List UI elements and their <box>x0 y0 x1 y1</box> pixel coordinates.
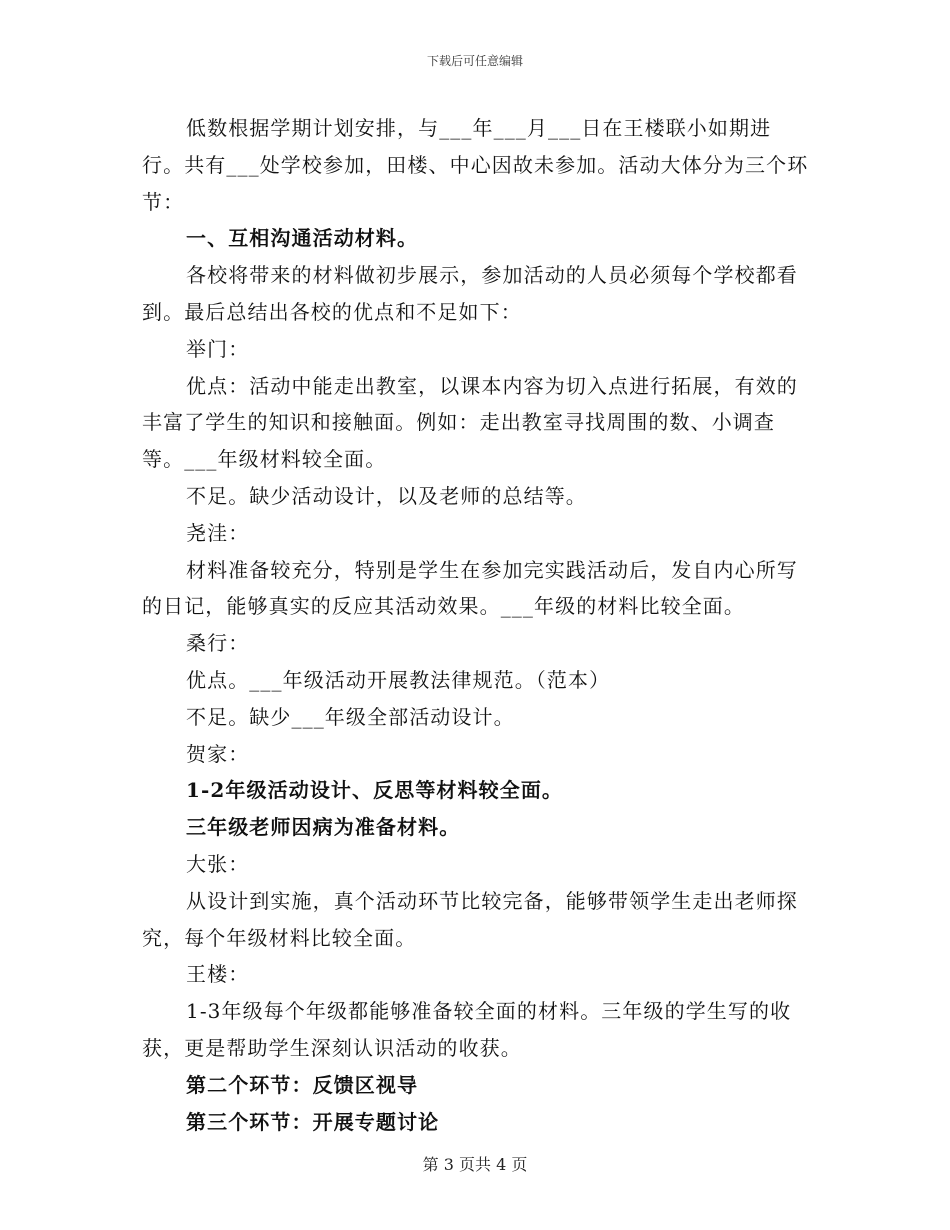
paragraph: 从设计到实施，真个活动环节比较完备，能够带领学生走出老师探究，每个年级材料比较全面。 <box>142 888 798 950</box>
school-label: 尧洼： <box>186 520 250 545</box>
section-heading: 第三个环节：开展专题讨论 <box>186 1109 440 1134</box>
paragraph: 优点：活动中能走出教室，以课本内容为切入点进行拓展，有效的丰富了学生的知识和接触面。例如：走出教室寻找周围的数、小调查等。___年级材料较全面。 <box>142 373 798 472</box>
school-label: 大张： <box>186 851 250 876</box>
paragraph: 材料准备较充分，特别是学生在参加完实践活动后，发自内心所写的日记，能够真实的反应其活动效果。___年级的材料比较全面。 <box>142 557 798 619</box>
school-label: 王楼： <box>186 962 250 987</box>
paragraph: 不足。缺少___年级全部活动设计。 <box>186 704 515 729</box>
section-heading: 一、互相沟通活动材料。 <box>186 226 419 251</box>
page-header: 下载后可任意编辑 <box>426 54 523 68</box>
paragraph: 各校将带来的材料做初步展示，参加活动的人员必须每个学校都看到。最后总结出各校的优点和不足如下： <box>142 263 798 324</box>
page-number: 第 3 页共 4 页 <box>422 1155 528 1174</box>
school-label: 桑行： <box>186 631 250 656</box>
section-heading: 第二个环节：反馈区视导 <box>186 1072 419 1097</box>
paragraph: 1-3年级每个年级都能够准备较全面的材料。三年级的学生写的收获，更是帮助学生深刻认识活动的收获。 <box>142 999 792 1060</box>
document-body <box>142 110 812 1140</box>
paragraph: 不足。缺少活动设计，以及老师的总结等。 <box>186 483 587 508</box>
paragraph: 1-2年级活动设计、反思等材料较全面。 <box>186 778 564 803</box>
school-label: 贺家： <box>186 741 250 766</box>
school-label: 举门： <box>186 336 250 361</box>
paragraph: 三年级老师因病为准备材料。 <box>186 815 461 840</box>
paragraph: 低数根据学期计划安排，与___年___月___日在王楼联小如期进行。共有___处学校参加，田楼、中心因故未参加。活动大体分为三个环节： <box>142 116 809 214</box>
paragraph: 优点。___年级活动开展教法律规范。（范本） <box>186 667 611 692</box>
